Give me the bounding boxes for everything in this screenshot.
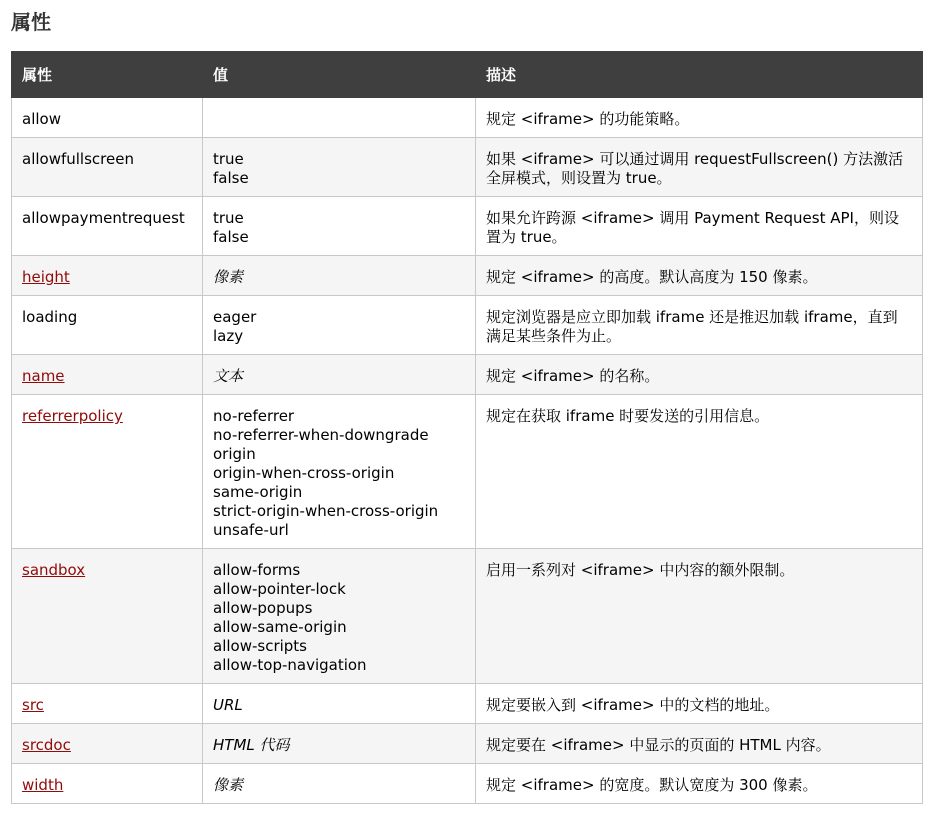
- table-row: [12, 549, 923, 684]
- attribute-cell: [12, 296, 203, 355]
- value-item: HTML 代码: [213, 736, 290, 754]
- table-header-row: [12, 52, 923, 98]
- value-item: allow-same-origin: [213, 618, 347, 636]
- attribute-name-allowpaymentrequest: allowpaymentrequest: [22, 209, 185, 227]
- header-description: 描述: [476, 52, 923, 98]
- attribute-link-srcdoc[interactable]: srcdoc: [22, 736, 71, 754]
- value-item: false: [213, 169, 249, 187]
- value-item: false: [213, 228, 249, 246]
- attribute-cell: [12, 684, 203, 724]
- value-item: strict-origin-when-cross-origin: [213, 502, 439, 520]
- attributes-table: [11, 51, 923, 804]
- value-item: URL: [213, 696, 243, 714]
- value-cell: [203, 296, 476, 355]
- attribute-cell: [12, 138, 203, 197]
- table-row: [12, 296, 923, 355]
- attribute-link-width[interactable]: width: [22, 776, 64, 794]
- attribute-link-height[interactable]: height: [22, 268, 70, 286]
- attribute-link-src[interactable]: src: [22, 696, 44, 714]
- attribute-name-loading: loading: [22, 308, 78, 326]
- table-row: [12, 256, 923, 296]
- description-cell: 规定要在 <iframe> 中显示的页面的 HTML 内容。: [476, 724, 923, 764]
- header-attribute: 属性: [12, 52, 203, 98]
- description-cell: 规定 <iframe> 的功能策略。: [476, 98, 923, 138]
- value-item: true: [213, 209, 244, 227]
- table-row: [12, 724, 923, 764]
- table-row: [12, 355, 923, 395]
- table-row: [12, 197, 923, 256]
- attribute-cell: [12, 724, 203, 764]
- value-cell: [203, 256, 476, 296]
- description-cell: 规定 <iframe> 的高度。默认高度为 150 像素。: [476, 256, 923, 296]
- value-cell: [203, 138, 476, 197]
- description-cell: 规定要嵌入到 <iframe> 中的文档的地址。: [476, 684, 923, 724]
- attribute-link-name[interactable]: name: [22, 367, 65, 385]
- description-cell: 如果 <iframe> 可以通过调用 requestFullscreen() 方法激活全屏模式，则设置为 true。: [476, 138, 923, 197]
- value-item: same-origin: [213, 483, 303, 501]
- attribute-link-referrerpolicy[interactable]: referrerpolicy: [22, 407, 123, 425]
- table-row: [12, 98, 923, 138]
- value-item: origin-when-cross-origin: [213, 464, 395, 482]
- value-cell: [203, 197, 476, 256]
- value-item: allow-forms: [213, 561, 301, 579]
- value-item: no-referrer: [213, 407, 295, 425]
- description-cell: 启用一系列对 <iframe> 中内容的额外限制。: [476, 549, 923, 684]
- attribute-cell: [12, 549, 203, 684]
- value-cell: [203, 549, 476, 684]
- table-row: [12, 684, 923, 724]
- value-item: eager: [213, 308, 257, 326]
- value-cell: [203, 395, 476, 549]
- description-cell: 规定在获取 iframe 时要发送的引用信息。: [476, 395, 923, 549]
- description-cell: 规定浏览器是应立即加载 iframe 还是推迟加载 iframe，直到满足某些条件为止。: [476, 296, 923, 355]
- header-value: 值: [203, 52, 476, 98]
- value-item: allow-pointer-lock: [213, 580, 346, 598]
- attribute-name-allow: allow: [22, 110, 61, 128]
- attribute-cell: [12, 256, 203, 296]
- value-item: allow-scripts: [213, 637, 307, 655]
- table-row: [12, 764, 923, 804]
- description-cell: 规定 <iframe> 的宽度。默认宽度为 300 像素。: [476, 764, 923, 804]
- value-item: 文本: [213, 367, 244, 385]
- attribute-cell: [12, 764, 203, 804]
- value-item: 像素: [213, 776, 244, 794]
- value-item: lazy: [213, 327, 244, 345]
- value-item: allow-top-navigation: [213, 656, 367, 674]
- value-item: true: [213, 150, 244, 168]
- description-cell: 规定 <iframe> 的名称。: [476, 355, 923, 395]
- attribute-name-allowfullscreen: allowfullscreen: [22, 150, 134, 168]
- value-item: allow-popups: [213, 599, 313, 617]
- table-body: [12, 98, 923, 804]
- attribute-cell: [12, 197, 203, 256]
- attribute-link-sandbox[interactable]: sandbox: [22, 561, 86, 579]
- attribute-cell: [12, 395, 203, 549]
- value-item: no-referrer-when-downgrade: [213, 426, 429, 444]
- table-row: [12, 138, 923, 197]
- attribute-cell: [12, 355, 203, 395]
- value-cell: [203, 98, 476, 138]
- page-title: 属性: [11, 10, 51, 34]
- value-cell: [203, 355, 476, 395]
- value-cell: [203, 764, 476, 804]
- value-item: 像素: [213, 268, 244, 286]
- attribute-cell: [12, 98, 203, 138]
- value-item: origin: [213, 445, 256, 463]
- value-item: unsafe-url: [213, 521, 289, 539]
- table-row: [12, 395, 923, 549]
- value-cell: [203, 684, 476, 724]
- description-cell: 如果允许跨源 <iframe> 调用 Payment Request API，则设置为 true。: [476, 197, 923, 256]
- value-cell: [203, 724, 476, 764]
